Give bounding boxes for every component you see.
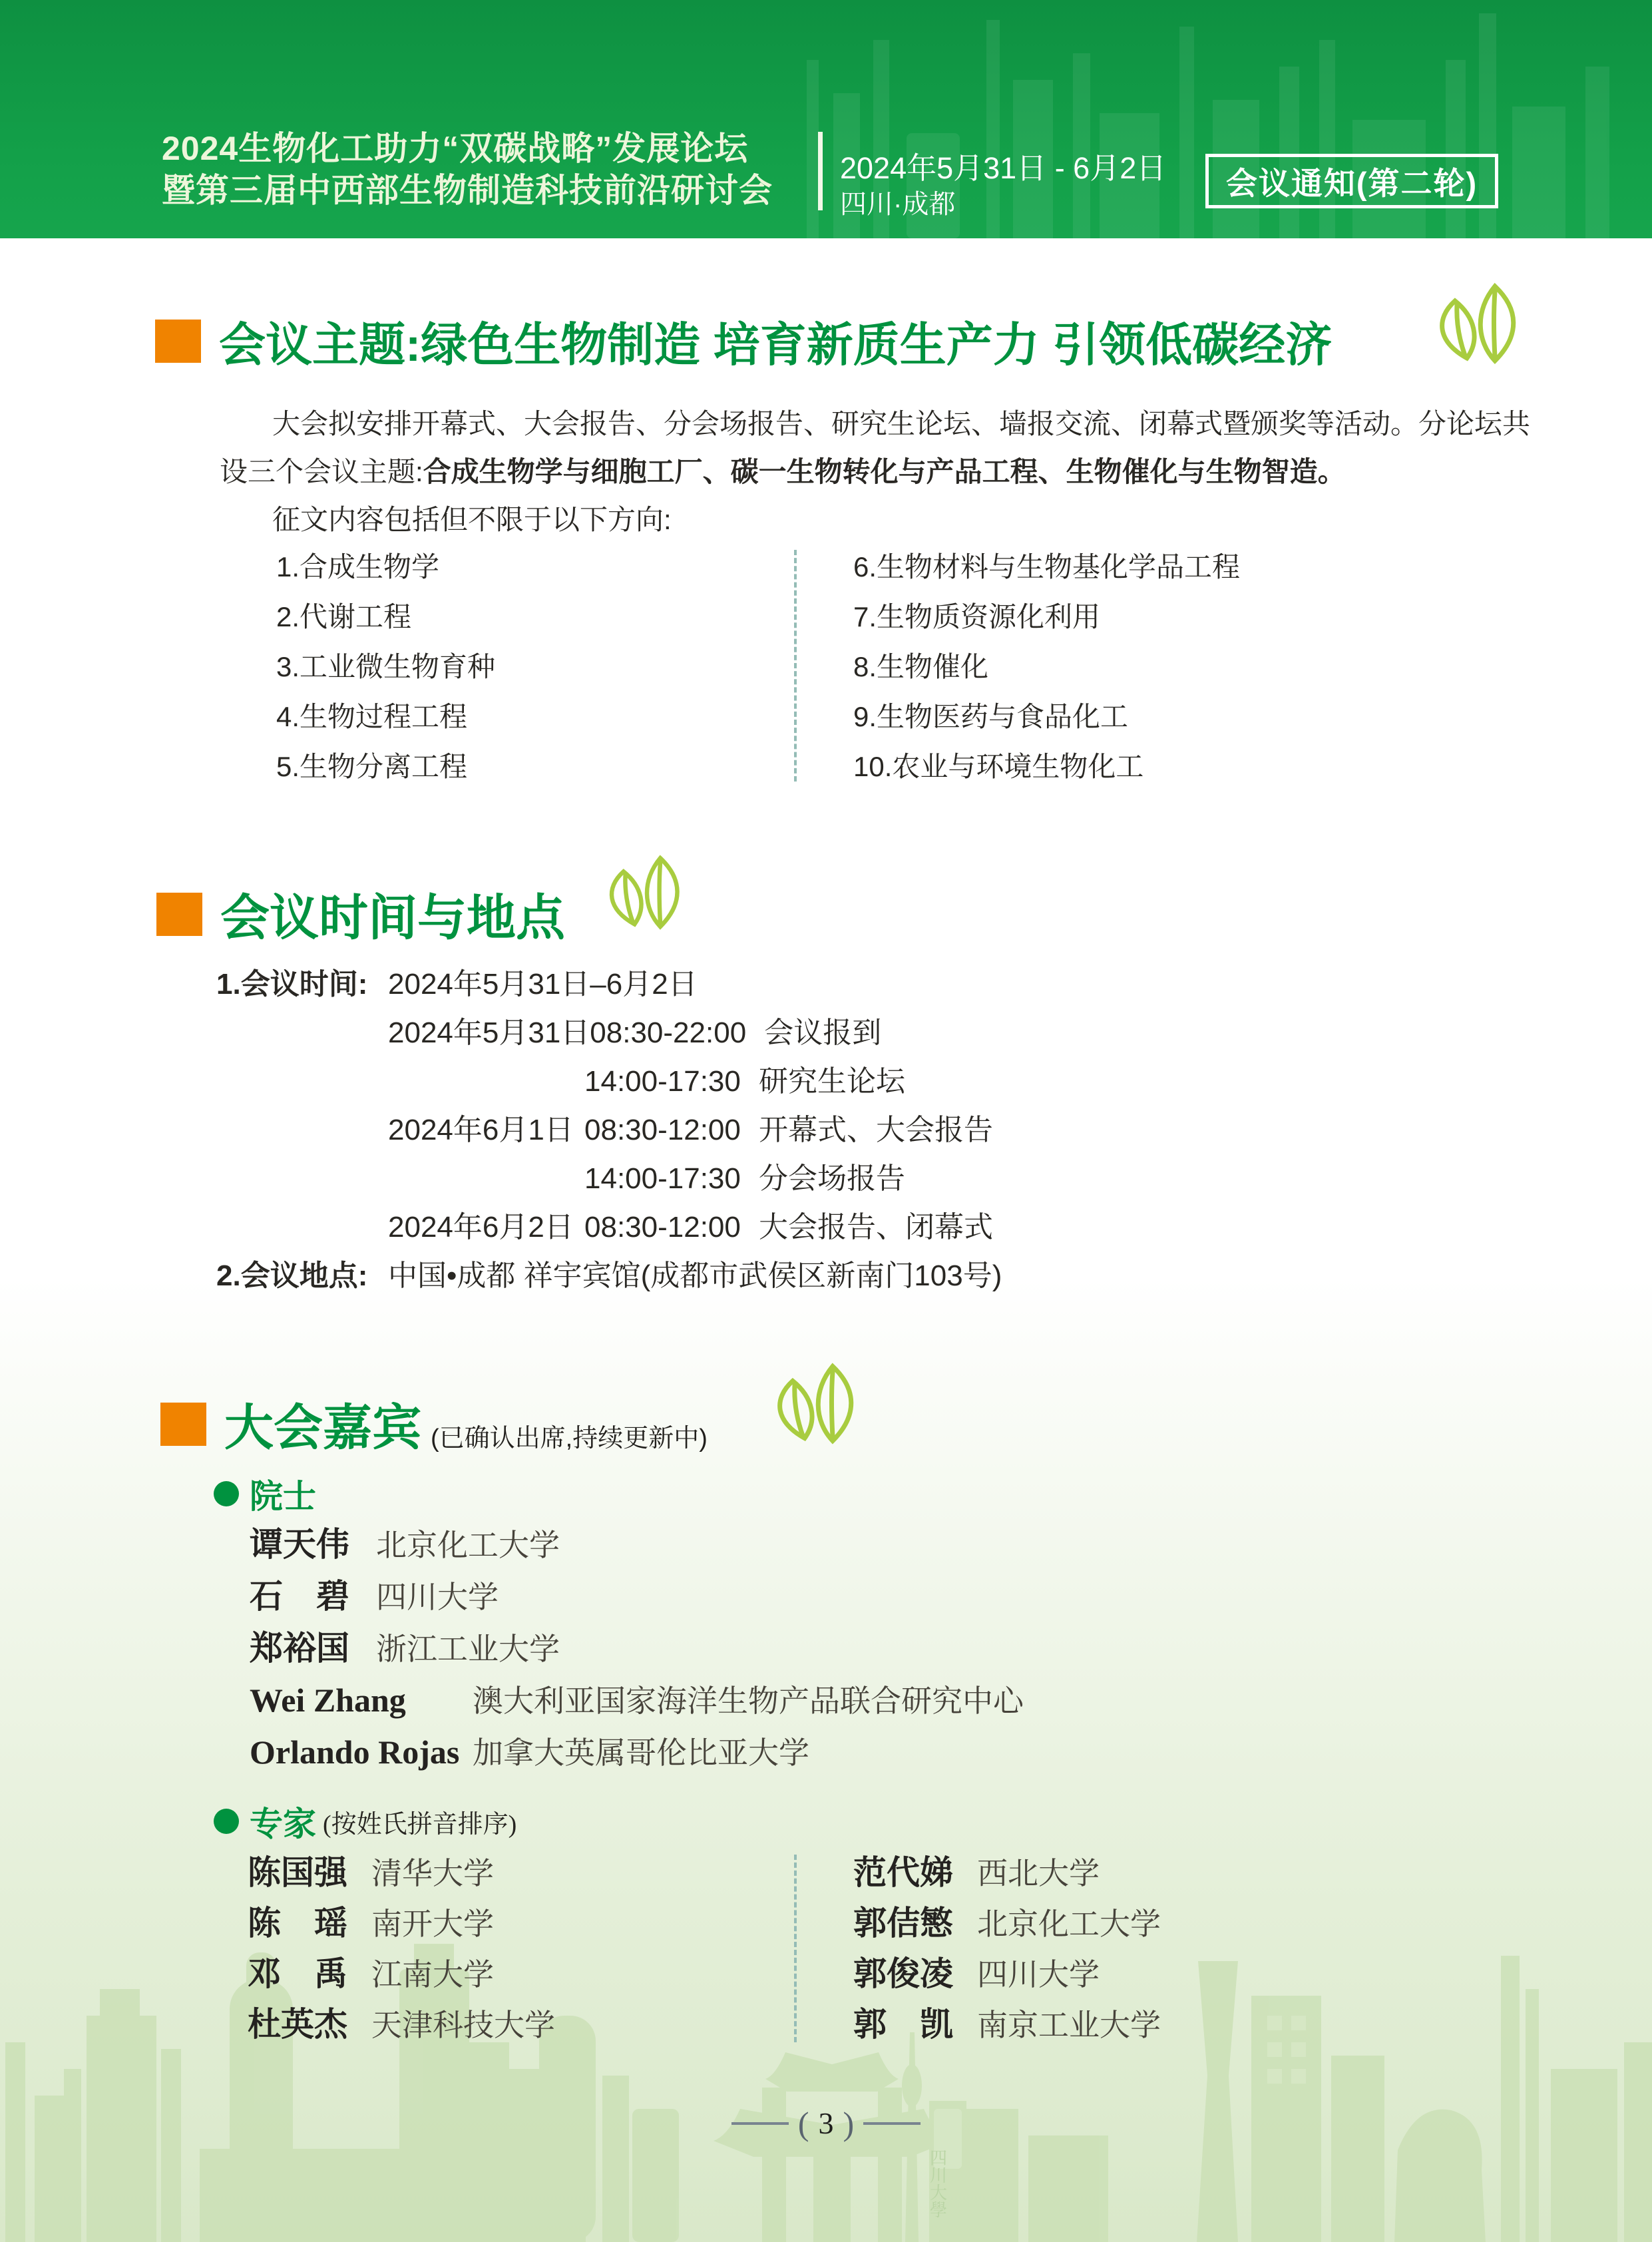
section-theme-heading (155, 308, 1332, 375)
list-item (250, 1675, 1024, 1727)
list-item (853, 2000, 1161, 2050)
schedule-row (216, 1154, 1002, 1203)
guest-affiliation: 南京工业大学 (977, 2008, 1161, 2042)
topic-item: 4.生物过程工程 (276, 701, 468, 732)
schedule-date: 2024年5月31日 (388, 1016, 590, 1049)
orange-square-icon (156, 893, 202, 936)
orange-square-icon (160, 1403, 206, 1446)
schedule-row (216, 1057, 1002, 1106)
guest-affiliation: 北京化工大学 (977, 1907, 1161, 1941)
theme-paragraph-line2-bold: 合成生物学与细胞工厂、碳一生物转化与产品工程、生物催化与生物智造。 (423, 456, 1346, 487)
guests-confirmation-note: (已确认出席,持续更新中) (431, 1425, 708, 1453)
topic-item: 9.生物医药与食品化工 (853, 701, 1129, 732)
schedule-time: 08:30-22:00 (590, 1016, 747, 1049)
experts-subheading (214, 1797, 516, 1845)
time-label: 1.会议时间: (216, 968, 368, 1001)
experts-sort-note: (按姓氏拼音排序) (323, 1810, 517, 1839)
guest-affiliation: 北京化工大学 (376, 1528, 560, 1562)
topic-list-left (276, 542, 495, 791)
conference-title-line2: 暨第三届中西部生物制造科技前沿研讨会 (162, 172, 773, 209)
topic-item: 5.生物分离工程 (276, 751, 468, 782)
section-guests-heading (160, 1389, 708, 1459)
list-item (248, 2000, 555, 2050)
place-label: 2.会议地点: (216, 1259, 368, 1292)
guest-affiliation: 加拿大英属哥伦比亚大学 (473, 1736, 809, 1770)
guest-affiliation: 西北大学 (977, 1857, 1100, 1891)
experts-label: 专家 (250, 1805, 316, 1843)
leaf-icon (599, 853, 691, 932)
topic-item: 3.工业微生物育种 (276, 651, 496, 682)
guest-affiliation: 四川大学 (977, 1958, 1100, 1992)
topic-item: 1.合成生物学 (276, 551, 440, 582)
conference-title-line1: 2024生物化工助力“双碳战略”发展论坛 (162, 130, 749, 167)
guest-affiliation: 四川大学 (376, 1580, 499, 1614)
guest-name: Wei Zhang (250, 1682, 406, 1719)
schedule-date (388, 1154, 584, 1203)
schedule-event: 开幕式、大会报告 (759, 1114, 993, 1146)
list-item (853, 1949, 1161, 2000)
conference-dates: 2024年5月31日 - 6月2日 (840, 151, 1167, 185)
guest-name: 郭 凯 (853, 2006, 953, 2043)
list-item (250, 1571, 1024, 1623)
section-time-place-heading (156, 879, 565, 949)
leaf-icon (1428, 282, 1528, 365)
guest-name: 郑裕国 (250, 1630, 349, 1667)
schedule-time-row (216, 960, 1002, 1009)
list-item (853, 1899, 1161, 1949)
guest-name: 邓 禹 (248, 1955, 347, 1992)
footer-rule-right (863, 2122, 921, 2125)
topics-dashed-divider (794, 550, 797, 782)
page-number: 3 (818, 2106, 834, 2140)
header-banner (0, 0, 1652, 238)
schedule-row (216, 1203, 1002, 1251)
list-item (853, 1848, 1161, 1899)
theme-paragraph-line2 (220, 453, 1346, 491)
guest-name: Orlando Rojas (250, 1733, 460, 1771)
theme-paragraph-line2-plain: 设三个会议主题: (220, 456, 423, 487)
schedule-row (216, 1009, 1002, 1057)
list-item (248, 1949, 555, 2000)
green-bullet-icon (214, 1481, 239, 1506)
guest-name: 陈国强 (248, 1854, 347, 1891)
guest-name: 杜英杰 (248, 2006, 347, 2043)
guest-affiliation: 江南大学 (371, 1958, 494, 1992)
guest-name: 范代娣 (853, 1854, 953, 1891)
guest-name: 郭佶慜 (853, 1905, 953, 1942)
academician-list (250, 1519, 1024, 1779)
schedule-event: 研究生论坛 (759, 1065, 905, 1098)
gate-plaque-text: 四川大學 (927, 2149, 947, 2218)
schedule-date (388, 1057, 584, 1106)
theme-paragraph-line3: 征文内容包括但不限于以下方向: (272, 504, 672, 535)
conference-location: 四川·成都 (840, 190, 956, 219)
topic-item: 7.生物质资源化利用 (853, 601, 1101, 632)
experts-dashed-divider (794, 1855, 797, 2042)
section-theme-title: 会议主题:绿色生物制造 培育新质生产力 引领低碳经济 (219, 319, 1333, 371)
place-value: 中国•成都 祥宇宾馆(成都市武侯区新南门103号) (388, 1259, 1002, 1292)
guest-name: 郭俊凌 (853, 1955, 953, 1992)
orange-square-icon (155, 320, 201, 363)
schedule-block (216, 960, 1002, 1300)
list-item (250, 1519, 1024, 1571)
page-footer (0, 2104, 1652, 2143)
schedule-time: 08:30-12:00 (584, 1114, 741, 1146)
section-guests-title: 大会嘉宾 (224, 1400, 421, 1455)
academicians-subheading (214, 1470, 316, 1518)
guest-name: 谭天伟 (250, 1526, 349, 1563)
header-divider (818, 132, 823, 210)
footer-rule-left (731, 2122, 789, 2125)
expert-list-right (853, 1848, 1161, 2050)
topic-item: 8.生物催化 (853, 651, 989, 682)
header-date-block (840, 152, 1166, 220)
schedule-date: 2024年6月1日 (388, 1114, 574, 1146)
list-item (248, 1848, 555, 1899)
guest-affiliation: 南开大学 (371, 1907, 494, 1941)
guest-affiliation: 清华大学 (371, 1857, 494, 1891)
schedule-row (216, 1106, 1002, 1154)
list-item (250, 1623, 1024, 1675)
time-value: 2024年5月31日–6月2日 (388, 968, 698, 1001)
expert-list-left (248, 1848, 555, 2050)
section-time-place-title: 会议时间与地点 (220, 890, 565, 945)
schedule-date: 2024年6月2日 (388, 1211, 574, 1243)
schedule-place-row (216, 1251, 1002, 1300)
guest-affiliation: 天津科技大学 (371, 2008, 555, 2042)
footer-paren-open: ( (797, 2105, 809, 2142)
schedule-event: 大会报告、闭幕式 (759, 1211, 993, 1243)
conference-title (162, 128, 773, 212)
schedule-event: 分会场报告 (759, 1162, 905, 1195)
list-item (248, 1899, 555, 1949)
schedule-time: 14:00-17:30 (584, 1065, 741, 1098)
guest-affiliation: 澳大利亚国家海洋生物产品联合研究中心 (473, 1684, 1024, 1718)
academicians-label: 院士 (250, 1478, 316, 1515)
green-bullet-icon (214, 1809, 239, 1834)
guest-name: 陈 瑶 (248, 1905, 347, 1942)
schedule-time: 08:30-12:00 (584, 1211, 741, 1243)
guest-name: 石 碧 (250, 1578, 349, 1615)
topic-item: 6.生物材料与生物基化学品工程 (853, 551, 1241, 582)
topic-item: 2.代谢工程 (276, 601, 412, 632)
footer-paren-close: ) (843, 2105, 855, 2142)
guest-affiliation: 浙江工业大学 (376, 1632, 560, 1666)
list-item (250, 1727, 1024, 1779)
theme-paragraph-line1: 大会拟安排开幕式、大会报告、分会场报告、研究生论坛、墙报交流、闭幕式暨颁奖等活动。分论坛共 (272, 408, 1531, 439)
schedule-time: 14:00-17:30 (584, 1162, 741, 1195)
topic-item: 10.农业与环境生物化工 (853, 751, 1144, 782)
notice-round-badge: 会议通知(第二轮) (1205, 154, 1498, 208)
schedule-event: 会议报到 (764, 1016, 882, 1049)
topic-list-right (853, 542, 1240, 791)
leaf-icon (766, 1361, 866, 1447)
